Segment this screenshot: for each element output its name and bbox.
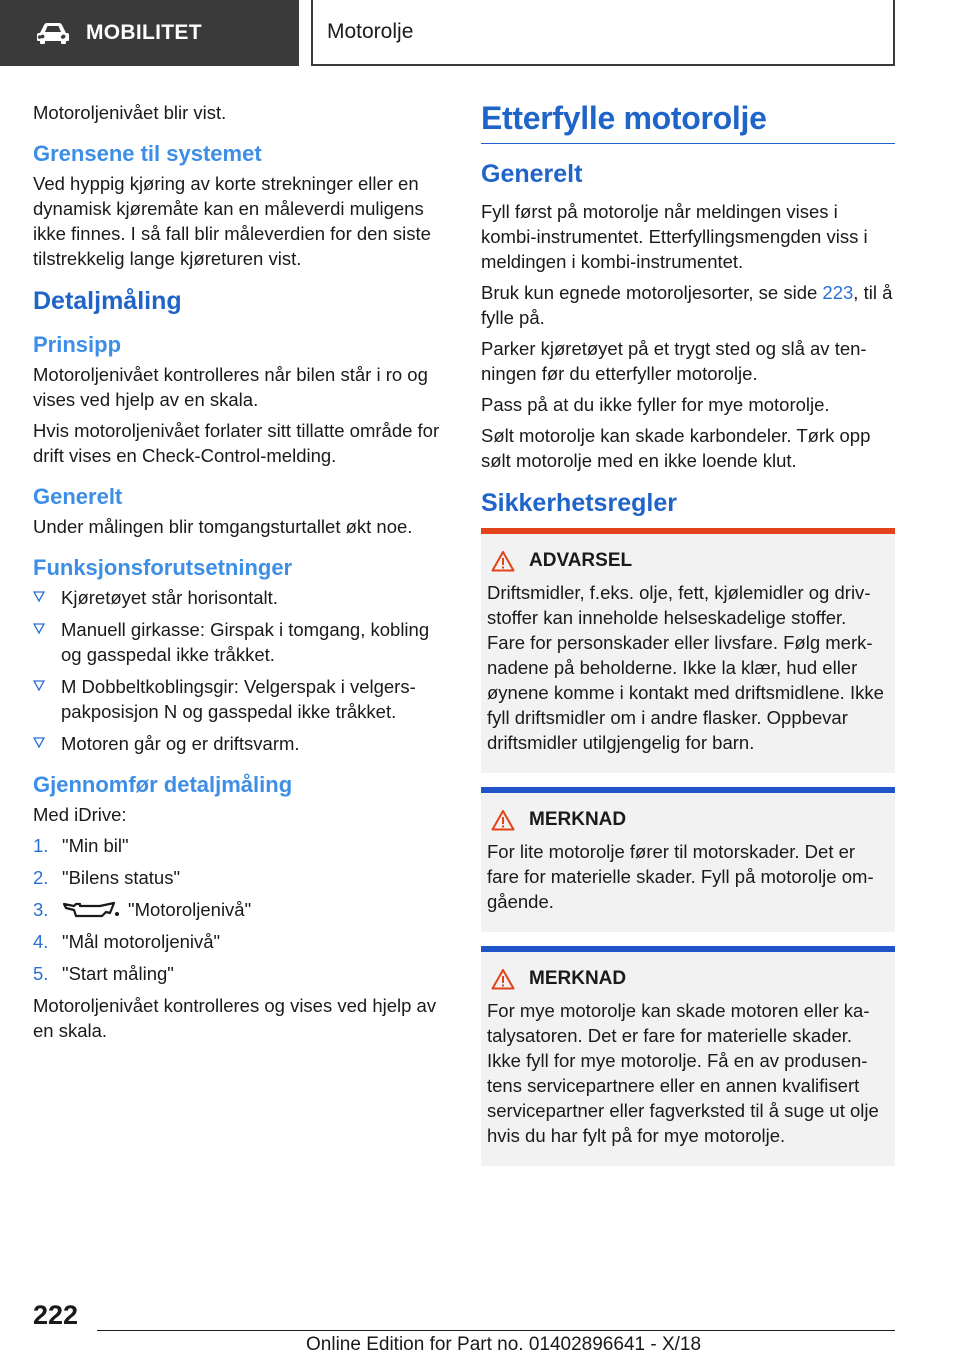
step-number: 2. bbox=[33, 867, 49, 888]
steps-list bbox=[33, 833, 448, 986]
warning-triangle-icon bbox=[491, 968, 515, 990]
step-text: "Motoroljenivå" bbox=[128, 899, 252, 920]
note-box-2 bbox=[481, 946, 895, 1166]
list-item bbox=[33, 865, 448, 890]
list-item bbox=[33, 961, 448, 986]
step-number: 1. bbox=[33, 835, 49, 856]
step-text: "Mål motoroljenivå" bbox=[62, 931, 221, 952]
step-text: "Start måling" bbox=[62, 963, 174, 984]
footer-edition: Online Edition for Part no. 01402896641 - X/18 bbox=[306, 1334, 702, 1355]
prereq-list bbox=[33, 585, 448, 756]
left-column bbox=[33, 100, 448, 1049]
triangle-bullet-icon bbox=[33, 591, 45, 603]
refill-text-5: Sølt motorolje kan skade karbondeler. Tørk opp sølt motorolje med en ikke loende klut. bbox=[481, 425, 871, 471]
general-text-left: Under målingen blir tomgangsturtallet økt noe. bbox=[33, 516, 413, 537]
principle-text-1: Motoroljenivået kontrolleres når bilen står i ro og vises ved hjelp av en skala. bbox=[33, 364, 428, 410]
outro-text: Motoroljenivået kontrolleres og vises ved hjelp av en skala. bbox=[33, 995, 437, 1041]
warning-text: Driftsmidler, f.eks. olje, fett, kjølemidler og drivstoffer kan inneholde helseskadelige stoffer. Fare for personskader eller livsfare. Følg merknadene på beholderne. Ikke la klær, hud eller øynene komme i kontakt med driftsmidlene. Ikke fyll driftsmidler om i andre flasker. Oppbevar driftsmidler utilgjengelig for barn. bbox=[487, 582, 884, 753]
step-number: 5. bbox=[33, 963, 49, 984]
list-item: Manuell girkasse: Girspak i tomgang, kobling og gasspedal ikke tråkket. bbox=[33, 617, 448, 667]
oil-can-icon bbox=[62, 899, 122, 919]
footer-divider bbox=[97, 1330, 895, 1331]
warning-triangle-icon bbox=[491, 809, 515, 831]
note-title: MERKNAD bbox=[491, 968, 887, 990]
safety-heading: Sikkerhetsregler bbox=[481, 489, 677, 517]
step-number: 4. bbox=[33, 931, 49, 952]
prereq-heading: Funksjonsforutsetninger bbox=[33, 555, 293, 580]
step-text: "Min bil" bbox=[62, 835, 129, 856]
note-text: For lite motorolje fører til motorskader. Det er fare for materielle skader. Fyll på motorolje omgående. bbox=[487, 841, 874, 912]
refill-text-1: Fyll først på motorolje når meldingen vises i kombi-instrumentet. Etterfyllingsmengden viss i meldingen i kombi-instrumentet. bbox=[481, 201, 868, 272]
list-item: Motoren går og er driftsvarm. bbox=[33, 731, 448, 756]
page-title: Etterfylle motorolje bbox=[481, 100, 895, 144]
chapter-header bbox=[311, 0, 895, 66]
step-number: 3. bbox=[33, 899, 49, 920]
principle-heading: Prinsipp bbox=[33, 332, 122, 357]
perform-intro: Med iDrive: bbox=[33, 804, 127, 825]
right-column bbox=[481, 100, 895, 1180]
refill-text-4: Pass på at du ikke fyller for mye motorolje. bbox=[481, 394, 830, 415]
limits-text: Ved hyppig kjøring av korte strekninger eller en dynamisk kjøremåte kan en måleverdi muligens ikke finnes. I så fall blir måleverdien for den siste tilstrekkelig lange kjøreturen vist. bbox=[33, 173, 431, 269]
general-heading-left: Generelt bbox=[33, 484, 123, 509]
intro-text: Motoroljenivået blir vist. bbox=[33, 102, 227, 123]
principle-text-2: Hvis motoroljenivået forlater sitt tillatte område for drift vises en Check-Control-melding. bbox=[33, 420, 440, 466]
triangle-bullet-icon bbox=[33, 623, 45, 635]
car-icon bbox=[36, 21, 70, 45]
step-text: "Bilens status" bbox=[62, 867, 181, 888]
list-item bbox=[33, 833, 448, 858]
limits-heading: Grensene til systemet bbox=[33, 141, 262, 166]
list-item bbox=[33, 897, 448, 922]
note-box-1 bbox=[481, 787, 895, 932]
chapter-title: Motorolje bbox=[327, 20, 414, 43]
list-item bbox=[33, 929, 448, 954]
page-link[interactable]: 223 bbox=[822, 282, 854, 303]
perform-heading: Gjennomfør detaljmåling bbox=[33, 772, 293, 797]
warning-title: ADVARSEL bbox=[491, 550, 887, 572]
list-item: Kjøretøyet står horisontalt. bbox=[33, 585, 448, 610]
warning-box bbox=[481, 528, 895, 773]
detail-heading: Detaljmåling bbox=[33, 287, 182, 315]
triangle-bullet-icon bbox=[33, 737, 45, 749]
triangle-bullet-icon bbox=[33, 680, 45, 692]
section-title: MOBILITET bbox=[86, 21, 202, 44]
warning-triangle-icon bbox=[491, 550, 515, 572]
note-text: For mye motorolje kan skade motoren eller katalysatoren. Det er fare for materielle skader. Ikke fyll for mye motorolje. Få en av produsentens servicepartnere eller en annen kvalifisert servicepartner eller fagverksted til å suge ut olje hvis du har fylt på for mye motorolje. bbox=[487, 1000, 879, 1146]
section-tab bbox=[0, 0, 299, 66]
page-number: 222 bbox=[33, 1300, 79, 1330]
general-heading-right: Generelt bbox=[481, 160, 583, 188]
refill-text-3: Parker kjøretøyet på et trygt sted og slå av tenningen før du etterfyller motorolje. bbox=[481, 338, 867, 384]
list-item: M Dobbeltkoblingsgir: Velgerspak i velgerspakposisjon N og gasspedal ikke tråkket. bbox=[33, 674, 448, 724]
refill-text-2: Bruk kun egnede motoroljesorter, se side 223, til å fylle på. bbox=[481, 282, 893, 328]
note-title: MERKNAD bbox=[491, 809, 887, 831]
